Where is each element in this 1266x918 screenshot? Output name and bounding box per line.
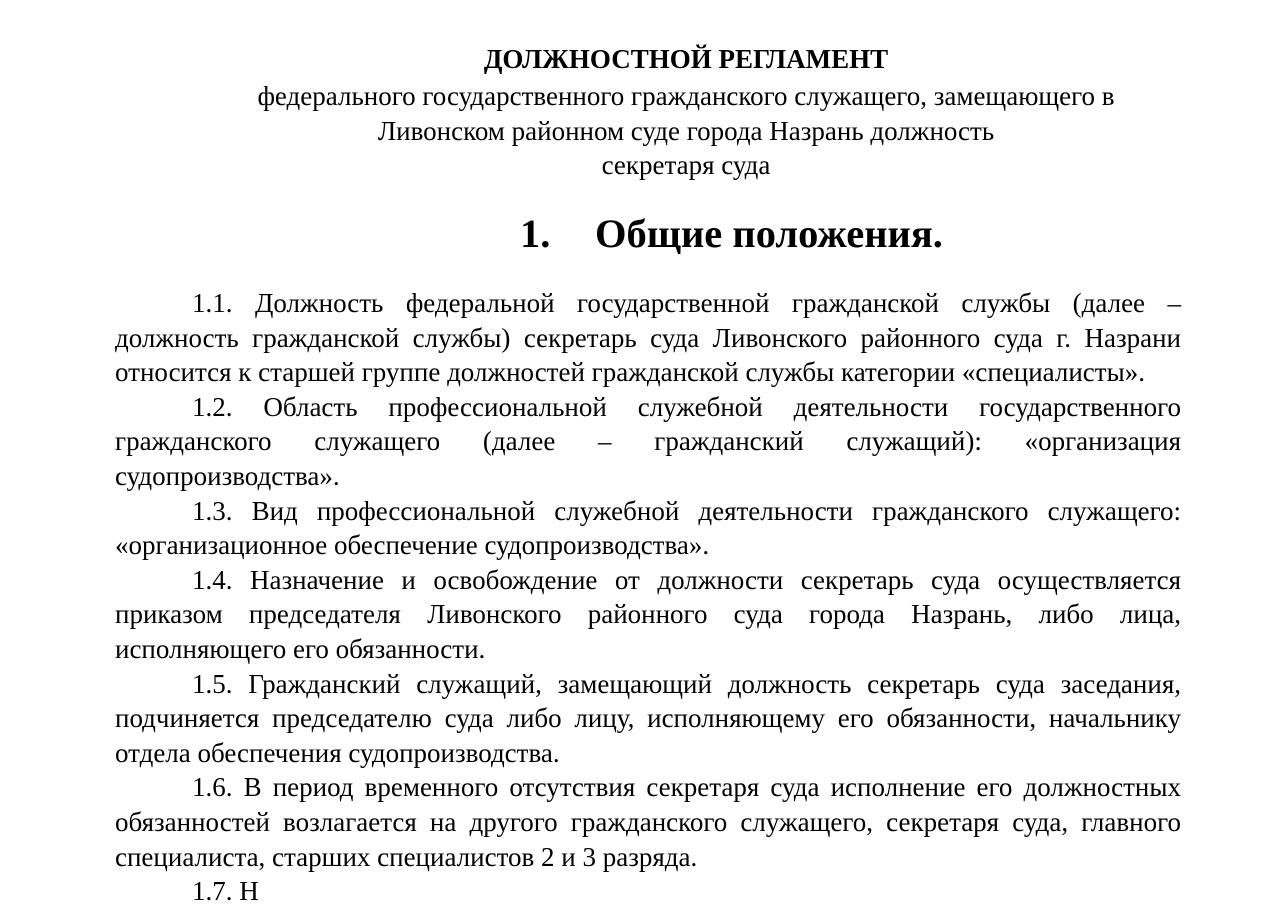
paragraph-partial: 1.7. Н (192, 876, 259, 907)
section-heading (520, 211, 943, 256)
paragraph: 1.5. Гражданский служащий, замещающий должность секретарь суда заседания, подчиняется председателю суда либо лицу, исполняющему его обязанности, начальнику отдела обеспечения судопроизводства. (115, 668, 1181, 768)
subtitle-line: федерального государственного гражданского служащего, замещающего в (257, 81, 1115, 111)
document-title: ДОЛЖНОСТНОЙ РЕГЛАМЕНТ (483, 44, 889, 74)
document-subtitle (186, 79, 1186, 183)
document-body (115, 286, 1181, 909)
section-title: Общие положения. (595, 211, 943, 256)
paragraph: 1.1. Должность федеральной государственной гражданской службы (далее – должность гражданской службы) секретарь суда Ливонского районного суда г. Назрани относится к старшей группе должностей гражданской службы категории «специалисты». (115, 288, 1181, 388)
paragraph: 1.2. Область профессиональной служебной деятельности государственного гражданского служащего (далее – гражданский служащий): «организация судопроизводства». (115, 391, 1181, 491)
paragraph: 1.3. Вид профессиональной служебной деятельности гражданского служащего: «организационное обеспечение судопроизводства». (115, 495, 1181, 561)
paragraph: 1.4. Назначение и освобождение от должности секретарь суда осуществляется приказом председателя Ливонского районного суда города Назрань, либо лица, исполняющего его обязанности. (115, 564, 1181, 664)
subtitle-line: Ливонском районном суде города Назрань должность (377, 115, 995, 146)
paragraph: 1.6. В период временного отсутствия секретаря суда исполнение его должностных обязанностей возлагается на другого гражданского служащего, секретаря суда, главного специалиста, старших специалистов 2 и 3 разряда. (115, 772, 1181, 872)
subtitle-line: секретаря суда (601, 150, 771, 181)
section-number: 1. (520, 211, 551, 256)
